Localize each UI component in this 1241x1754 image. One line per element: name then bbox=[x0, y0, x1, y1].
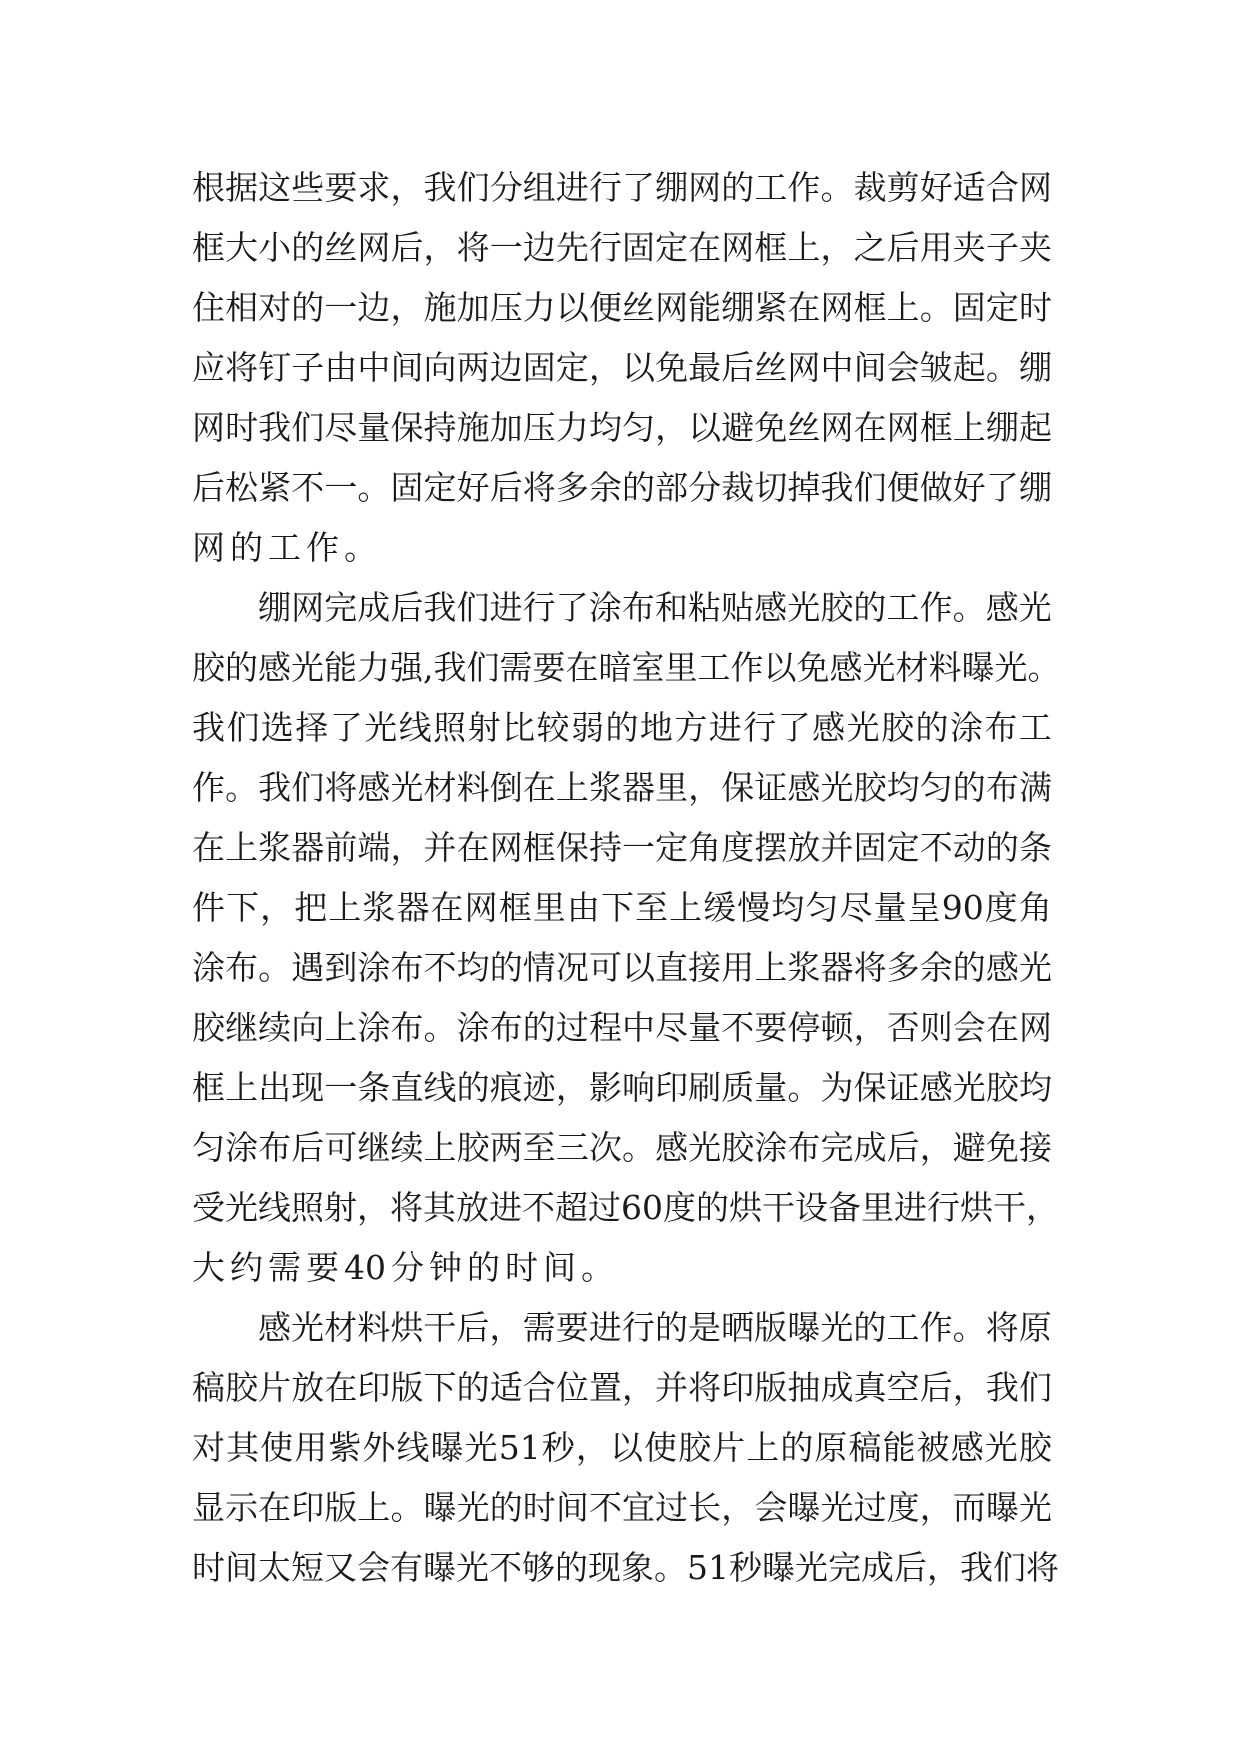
text-line: 对 其 使 用 紫 外 线 曝 光 51 秒 ， 以 使 胶 片 上 的 原 稿 能 被 感 光 胶 bbox=[192, 1428, 1052, 1467]
text-line: 感 光 材 料 烘 干 后 ， 需 要 进 行 的 是 晒 版 曝 光 的 工 作 。 将 原 bbox=[258, 1308, 1052, 1347]
text-line: 后 松 紧 不 一 。 固 定 好 后 将 多 余 的 部 分 裁 切 掉 我 们 便 做 好 了 绷 bbox=[192, 468, 1052, 507]
text-line: 框 大 小 的 丝 网 后 ， 将 一 边 先 行 固 定 在 网 框 上 ， 之 后 用 夹 子 夹 bbox=[192, 228, 1052, 267]
text-line: 作 。 我 们 将 感 光 材 料 倒 在 上 浆 器 里 ， 保 证 感 光 胶 均 匀 的 布 满 bbox=[192, 768, 1052, 807]
text-line: 应 将 钉 子 由 中 间 向 两 边 固 定 ， 以 免 最 后 丝 网 中 间 会 皱 起 。 绷 bbox=[192, 348, 1052, 387]
text-line: 绷 网 完 成 后 我 们 进 行 了 涂 布 和 粘 贴 感 光 胶 的 工 作 。 感 光 bbox=[258, 588, 1052, 627]
text-line: 网 的 工 作 。 bbox=[192, 528, 377, 567]
text-line: 显 示 在 印 版 上 。 曝 光 的 时 间 不 宜 过 长 ， 会 曝 光 过 度 ， 而 曝 光 bbox=[192, 1488, 1052, 1527]
text-line: 在 上 浆 器 前 端 ， 并 在 网 框 保 持 一 定 角 度 摆 放 并 固 定 不 动 的 条 bbox=[192, 828, 1052, 867]
text-line: 大 约 需 要 40 分 钟 的 时 间 。 bbox=[192, 1248, 614, 1287]
text-line: 我 们 选 择 了 光 线 照 射 比 较 弱 的 地 方 进 行 了 感 光 胶 的 涂 布 工 bbox=[192, 708, 1052, 747]
text-line: 稿 胶 片 放 在 印 版 下 的 适 合 位 置 ， 并 将 印 版 抽 成 真 空 后 ， 我 们 bbox=[192, 1368, 1052, 1407]
text-line: 时 间 太 短 又 会 有 曝 光 不 够 的 现 象 。 51 秒 曝 光 完 成 后 ， 我 们 将 bbox=[192, 1548, 1059, 1587]
text-line: 网 时 我 们 尽 量 保 持 施 加 压 力 均 匀 ， 以 避 免 丝 网 在 网 框 上 绷 起 bbox=[192, 408, 1052, 447]
text-line: 胶 继 续 向 上 涂 布 。 涂 布 的 过 程 中 尽 量 不 要 停 顿 ， 否 则 会 在 网 bbox=[192, 1008, 1052, 1047]
text-line: 匀 涂 布 后 可 继 续 上 胶 两 至 三 次 。 感 光 胶 涂 布 完 成 后 ， 避 免 接 bbox=[192, 1128, 1052, 1167]
text-line: 涂 布 。 遇 到 涂 布 不 均 的 情 况 可 以 直 接 用 上 浆 器 将 多 余 的 感 光 bbox=[192, 948, 1052, 987]
body-text bbox=[192, 158, 1061, 1598]
text-line: 框 上 出 现 一 条 直 线 的 痕 迹 ， 影 响 印 刷 质 量 。 为 保 证 感 光 胶 均 bbox=[192, 1068, 1052, 1107]
text-line: 住 相 对 的 一 边 ， 施 加 压 力 以 便 丝 网 能 绷 紧 在 网 框 上 。 固 定 时 bbox=[192, 288, 1052, 327]
text-line: 件 下 ， 把 上 浆 器 在 网 框 里 由 下 至 上 缓 慢 均 匀 尽 量 呈 90 度 角 bbox=[192, 888, 1052, 927]
text-line: 受 光 线 照 射 ， 将 其 放 进 不 超 过 60 度 的 烘 干 设 备 里 进 行 烘 干 ， bbox=[192, 1188, 1059, 1227]
text-line: 胶 的 感 光 能 力 强 , 我 们 需 要 在 暗 室 里 工 作 以 免 感 光 材 料 曝 光 。 bbox=[192, 648, 1061, 687]
text-line: 根 据 这 些 要 求 ， 我 们 分 组 进 行 了 绷 网 的 工 作 。 裁 剪 好 适 合 网 bbox=[192, 168, 1052, 207]
